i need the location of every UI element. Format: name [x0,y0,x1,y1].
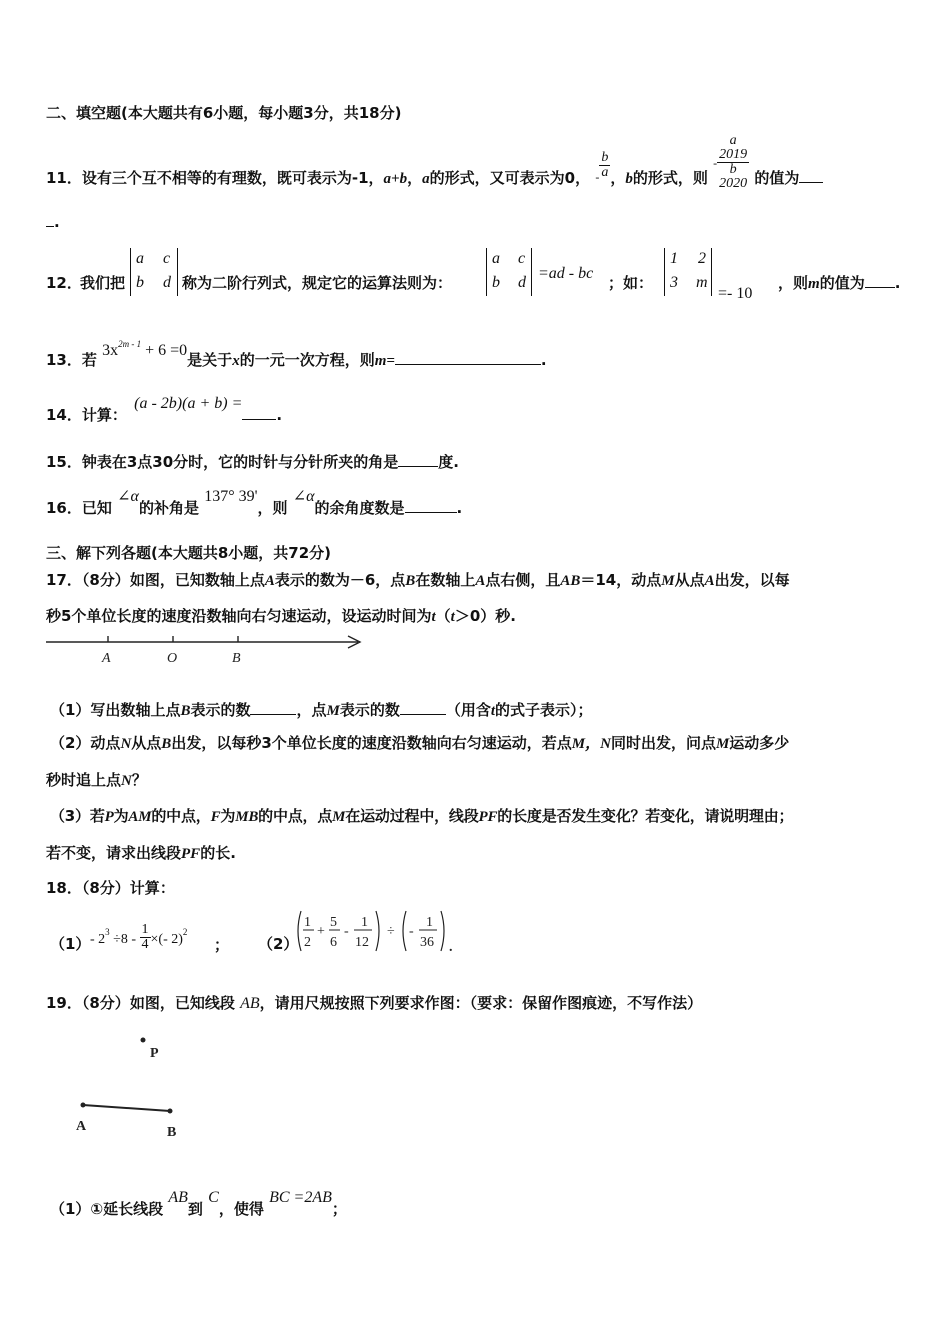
q17-point-m: M [661,573,675,589]
q18-p2-left-paren-2 [403,911,406,951]
axis-label-b: B [232,651,241,666]
q11-text: 设有三个互不相等的有理数，既可表示为-1， [81,169,384,187]
q17-point-a-3: A [704,573,715,589]
q17-sub1-blank-2 [400,700,446,715]
q17-sub3-g: 的长度是否发生变化？若变化，请说明理由； [497,807,794,825]
q17-sub2-b: 从点 [131,734,162,752]
q12-det1-c: c [163,250,171,267]
q18-p1-exp: 3 [105,927,110,937]
q17-var-t-2: t [450,609,455,625]
q17-sub3-a: （3）若 [50,807,105,825]
q13-var-x: x [232,353,240,369]
q14-text1: 计算： [81,406,127,424]
q12-determinant-example [664,248,712,296]
q17-sub3-point-f: F [210,809,221,825]
q11-text3: ， [610,169,626,187]
q12-example-rhs: =- 10 [718,285,753,302]
question-15 [46,452,459,472]
q18-p2-op-minus: - [344,924,349,939]
q13-eq-base: 3x [102,342,119,359]
q11-text5: 的值为 [754,169,800,187]
q16-supplement-value: 137° 39' [204,488,258,505]
q18-p2-f1-den: 2 [304,935,311,950]
q11-pow-den-base: b [729,162,737,177]
q17-sub3-pf: PF [478,809,498,825]
q11-frac-den: a [601,165,609,180]
q18-p2-f2-num: 5 [330,915,337,930]
q18-p1-b: ÷8 - [113,932,137,947]
q17-sub-3 [50,806,793,827]
q17-sub1-b: 表示的数 [190,701,251,719]
q11-blank-continuation [46,212,60,232]
q12-det1-a: a [136,250,144,267]
q12-det2-c: c [518,250,526,267]
q12-det1-b: b [136,274,144,291]
q19-number: 19． [46,994,82,1012]
q17-sub2-point-n-2: N [121,773,132,789]
q11-sep: ， [407,169,423,187]
q17-point-b: B [405,573,416,589]
q14-tail: . [276,406,283,424]
q18-part-2-expression [292,908,462,954]
q11-answer-blank-2 [46,212,54,227]
q17-sub1-d: 表示的数 [339,701,400,719]
q17-sub3-am: AM [128,809,152,825]
q12-det2-b: b [492,274,500,291]
q13-tail: . [540,351,547,369]
q18-p2-f1-num: 1 [304,915,311,930]
q17-sub1-point-b: B [180,703,191,719]
q12-tail: . [894,274,901,292]
q12-determinant-rule [486,248,532,296]
point-a-dot [81,1103,86,1108]
q17-sub1-blank-1 [250,700,296,715]
q17-text-2a: 秒5个单位长度的速度沿数轴向右匀速运动，设运动时间为 [46,607,432,625]
q17-text-2b: （ [435,607,451,625]
q16-number: 16． [46,499,82,517]
q11-pow-sign: - [713,156,718,170]
q18-part-1-end: ； [214,936,230,954]
q13-text2: 是关于 [187,351,233,369]
q18-p1-fnum: 1 [141,922,149,938]
figure-label-b: B [167,1125,177,1140]
q18-text: （8分）计算： [81,879,175,897]
section-2-title: 二、填空题(本大题共有6小题，每小题3分，共18分) [46,104,402,122]
q12-text4: ，则 [778,274,809,292]
q19-segment-ab: AB [240,995,260,1012]
q18-p1-fden: 4 [141,937,149,953]
q17-text-1b: 表示的数为－6，点 [274,571,406,589]
q12-number: 12． [46,274,82,292]
q17-line-1 [46,570,790,591]
segment-ab-line [83,1105,170,1111]
q11-tail: . [54,213,60,231]
q17-sub3-d: 为 [220,807,236,825]
q11-text2: 的形式，又可表示为0， [429,169,591,187]
q18-p2-f2-den: 6 [330,935,337,950]
q18-p2-div: ÷ [387,924,395,939]
q16-text2: 的补角是 [138,499,199,517]
q11-number: 11． [46,169,82,187]
q13-number: 13． [46,351,82,369]
q16-angle-2: ∠α [292,488,315,505]
q18-p1-a: - 2 [90,932,106,947]
q17-sub-2-line-2 [46,770,147,791]
q17-sub3-line2-b: 的长. [200,844,236,862]
q17-sub3-b: 为 [113,807,129,825]
q17-text-1f: 从点 [674,571,705,589]
q19-text2: ，请用尺规按照下列要求作图：（要求：保留作图痕迹，不写作法） [259,994,703,1012]
q11-frac-sign: - [595,170,600,184]
q16-answer-blank [405,498,457,513]
q17-sub3-c: 的中点， [151,807,211,825]
q18-p2-end: . [449,940,453,954]
q11-pow-num-base: a [729,133,737,148]
figure-label-p: P [150,1046,159,1061]
q14-expression: (a - 2b)(a + b) = [134,395,243,412]
q17-sub2-line2-a: 秒时追上点 [46,771,122,789]
q17-sub2-d: 同时出发，问点 [610,734,716,752]
q17-points: （8分） [81,571,130,589]
q17-sub2-line2-b: ？ [131,771,147,789]
q12-text1: 我们把 [80,274,126,292]
q18-p2-f3-den: 12 [355,935,369,950]
q18-p1-fraction [140,923,151,952]
q17-sub2-c: 出发，以每秒3个单位长度的速度沿数轴向右匀速运动，若点 [171,734,572,752]
q16-text4: 的余角度数是 [314,499,405,517]
q15-text2: 度. [438,453,459,471]
q17-line-2 [46,606,516,627]
q17-sub2-points-mn: M，N [571,736,611,752]
q19-sub1-segment: AB [168,1189,188,1206]
figure-label-a: A [76,1119,87,1134]
q17-sub3-line2-a: 若不变，请求出线段 [46,844,182,862]
question-18 [46,878,175,898]
q17-text-1a: 如图，已知数轴上点 [129,571,265,589]
q15-text1: 钟表在3点30分时，它的时针与分针所夹的角是 [81,453,399,471]
q17-text-2c: ＞0）秒. [454,607,516,625]
q18-p2-neg: - [409,924,414,939]
q18-p2-right-paren-2 [441,911,444,951]
q12-det3-1: 1 [670,250,678,267]
q17-segment-ab: AB [560,573,581,589]
q12-det2-a: a [492,250,500,267]
q17-sub3-pf-2: PF [181,846,201,862]
q13-text1: 若 [81,351,97,369]
point-p-dot [141,1038,146,1043]
section-3-title: 三、解下列各题(本大题共8小题，共72分) [46,544,332,562]
q11-fraction-b-over-a [599,151,610,180]
q19-figure [70,1030,200,1142]
q18-p2-left-paren [298,911,301,951]
q19-sub1-end: ； [331,1200,347,1218]
q18-p2-f4-den: 36 [420,935,434,950]
q17-sub1-a: （1）写出数轴上点 [50,701,181,719]
q17-sub3-point-p: P [104,809,114,825]
q17-text-1e: ＝14，动点 [580,571,662,589]
q18-p2-f4-num: 1 [426,915,433,930]
q16-text3: ，则 [257,499,288,517]
q15-answer-blank [398,452,438,467]
q19-sub1-a: （1）①延长线段 [50,1200,164,1218]
axis-label-o: O [167,651,178,666]
q18-p2-right-paren [376,911,379,951]
q17-sub2-point-m: M [715,736,730,752]
q11-expr-b: b [625,171,633,187]
axis-label-a: A [102,651,111,666]
q12-tail-text [778,273,900,294]
q17-sub1-c: ，点 [296,701,327,719]
q12-text2: 称为二阶行列式，规定它的运算法则为： [182,274,453,292]
question-19 [46,993,702,1014]
q17-sub2-a: （2）动点 [50,734,121,752]
q12-det3-2: 2 [698,250,706,267]
point-b-dot [168,1109,173,1114]
q12-var-m: m [808,276,820,292]
q17-sub3-point-m: M [332,809,346,825]
q18-p1-c: ×(- 2) [150,932,183,947]
q19-sub1-c: ，使得 [218,1200,264,1218]
q12-rule-rhs: =ad - bc [538,265,594,282]
q17-sub1-var-t: t [490,703,496,719]
q11-pow-den-exp: 2020 [719,176,748,191]
q17-sub3-f: 在运动过程中，线段 [345,807,479,825]
q14-answer-blank [242,405,276,420]
q11-power-fraction [717,134,749,191]
q19-sub-1 [50,1189,347,1220]
q11-expr-a-plus-b: a+b [383,171,408,187]
q19-points: （8分） [81,994,130,1012]
q15-number: 15． [46,453,82,471]
q18-p2-op-plus: + [317,924,325,939]
q12-det3-3: 3 [670,274,678,291]
question-14 [46,395,283,426]
q13-answer-blank [395,350,541,365]
question-16 [46,488,463,519]
q18-number: 18． [46,879,82,897]
q17-text-1g: 出发，以每 [714,571,790,589]
q12-det2-d: d [518,274,526,291]
q12-text3: ；如： [608,274,654,292]
q17-sub-3-line-2 [46,843,236,864]
q18-part-2-label: （2） [258,935,299,953]
q18-p2-f3-num: 1 [361,915,368,930]
q18-part-1-label: （1） [50,935,91,953]
q12-text5: 的值为 [819,274,865,292]
q13-eq-rest: + 6 =0 [141,342,188,359]
q17-number: 17． [46,571,82,589]
q11-text4: 的形式，则 [632,169,708,187]
q19-sub1-b: 到 [187,1200,203,1218]
q18-part-1-expression [90,922,187,952]
question-11 [46,133,823,191]
q12-det3-m: m [696,274,708,291]
q17-sub3-mb: MB [235,809,259,825]
q13-equation [102,339,188,359]
q12-determinant-abcd [130,248,178,296]
q14-number: 14． [46,406,82,424]
q17-sub-2 [50,733,789,754]
q17-sub-1 [50,700,593,721]
q17-point-a-2: A [475,573,486,589]
q17-sub2-point-n: N [120,736,132,752]
q17-sub1-point-m: M [326,703,340,719]
q17-point-a: A [264,573,275,589]
q13-eq-exp: 2m - 1 [118,339,142,349]
q19-text1: 如图，已知线段 [129,994,235,1012]
q13-answer-label: m= [374,353,395,369]
q17-sub2-e: 运动多少 [729,734,790,752]
q11-pow-num-exp: 2019 [719,147,748,162]
q19-sub1-point-c: C [208,1189,219,1206]
q17-text-1c: 在数轴上 [415,571,476,589]
q18-p1-exp2: 2 [182,927,188,937]
question-13 [46,339,547,371]
q16-angle: ∠α [117,488,139,505]
q17-sub1-f: 的式子表示）； [495,701,593,719]
q11-frac-num: b [601,150,609,165]
q12-answer-blank [865,273,895,288]
q19-sub1-equation: BC =2AB [269,1189,332,1206]
q17-sub1-e: （用含 [445,701,491,719]
q17-sub3-e: 的中点，点 [258,807,333,825]
number-line-figure [44,632,366,668]
q16-text1: 已知 [81,499,112,517]
q13-text3: 的一元一次方程，则 [239,351,375,369]
q17-var-t: t [431,609,436,625]
q16-tail: . [456,499,463,517]
q11-answer-blank [799,168,823,183]
q17-text-1d: 点右侧，且 [485,571,561,589]
q17-sub2-point-b: B [161,736,172,752]
q12-det1-d: d [163,274,171,291]
q11-expr-a: a [422,171,430,187]
